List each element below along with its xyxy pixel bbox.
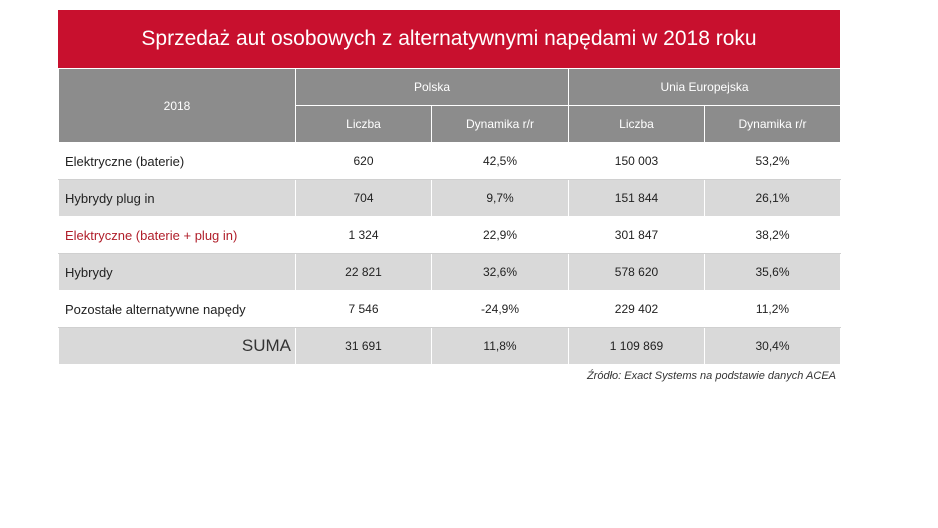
table-row bbox=[59, 291, 841, 328]
row-label: Hybrydy bbox=[59, 254, 296, 291]
eu-count-cell: 578 620 bbox=[569, 254, 705, 291]
eu-dynamics-cell: 30,4% bbox=[705, 328, 841, 365]
eu-dynamics-cell: 26,1% bbox=[705, 180, 841, 217]
eu-count-cell: 301 847 bbox=[569, 217, 705, 254]
pl-count-cell: 1 324 bbox=[296, 217, 432, 254]
table-title: Sprzedaż aut osobowych z alternatywnymi napędami w 2018 roku bbox=[58, 10, 840, 68]
pl-count-cell: 704 bbox=[296, 180, 432, 217]
row-label: Pozostałe alternatywne napędy bbox=[59, 291, 296, 328]
total-row bbox=[59, 328, 841, 365]
pl-count-cell: 7 546 bbox=[296, 291, 432, 328]
col-header-eu-count: Liczba bbox=[569, 106, 705, 143]
table-row bbox=[59, 217, 841, 254]
eu-count-cell: 1 109 869 bbox=[569, 328, 705, 365]
row-label: Elektryczne (baterie) bbox=[59, 143, 296, 180]
pl-dynamics-cell: 11,8% bbox=[432, 328, 569, 365]
eu-dynamics-cell: 11,2% bbox=[705, 291, 841, 328]
total-label: SUMA bbox=[59, 328, 296, 365]
pl-count-cell: 22 821 bbox=[296, 254, 432, 291]
eu-count-cell: 150 003 bbox=[569, 143, 705, 180]
eu-dynamics-cell: 35,6% bbox=[705, 254, 841, 291]
pl-dynamics-cell: 42,5% bbox=[432, 143, 569, 180]
eu-count-cell: 229 402 bbox=[569, 291, 705, 328]
pl-count-cell: 620 bbox=[296, 143, 432, 180]
eu-count-cell: 151 844 bbox=[569, 180, 705, 217]
group-header-eu: Unia Europejska bbox=[569, 69, 841, 106]
table-row bbox=[59, 254, 841, 291]
col-header-pl-count: Liczba bbox=[296, 106, 432, 143]
pl-dynamics-cell: 32,6% bbox=[432, 254, 569, 291]
pl-dynamics-cell: 22,9% bbox=[432, 217, 569, 254]
pl-dynamics-cell: 9,7% bbox=[432, 180, 569, 217]
table-row bbox=[59, 143, 841, 180]
eu-dynamics-cell: 53,2% bbox=[705, 143, 841, 180]
row-label: Elektryczne (baterie + plug in) bbox=[59, 217, 296, 254]
pl-dynamics-cell: -24,9% bbox=[432, 291, 569, 328]
col-header-eu-dynamics: Dynamika r/r bbox=[705, 106, 841, 143]
row-label: Hybrydy plug in bbox=[59, 180, 296, 217]
group-header-poland: Polska bbox=[296, 69, 569, 106]
col-header-pl-dynamics: Dynamika r/r bbox=[432, 106, 569, 143]
year-header: 2018 bbox=[59, 69, 296, 143]
source-note: Źródło: Exact Systems na podstawie danych ACEA bbox=[586, 370, 836, 382]
pl-count-cell: 31 691 bbox=[296, 328, 432, 365]
sales-table bbox=[58, 68, 841, 365]
table-row bbox=[59, 180, 841, 217]
eu-dynamics-cell: 38,2% bbox=[705, 217, 841, 254]
